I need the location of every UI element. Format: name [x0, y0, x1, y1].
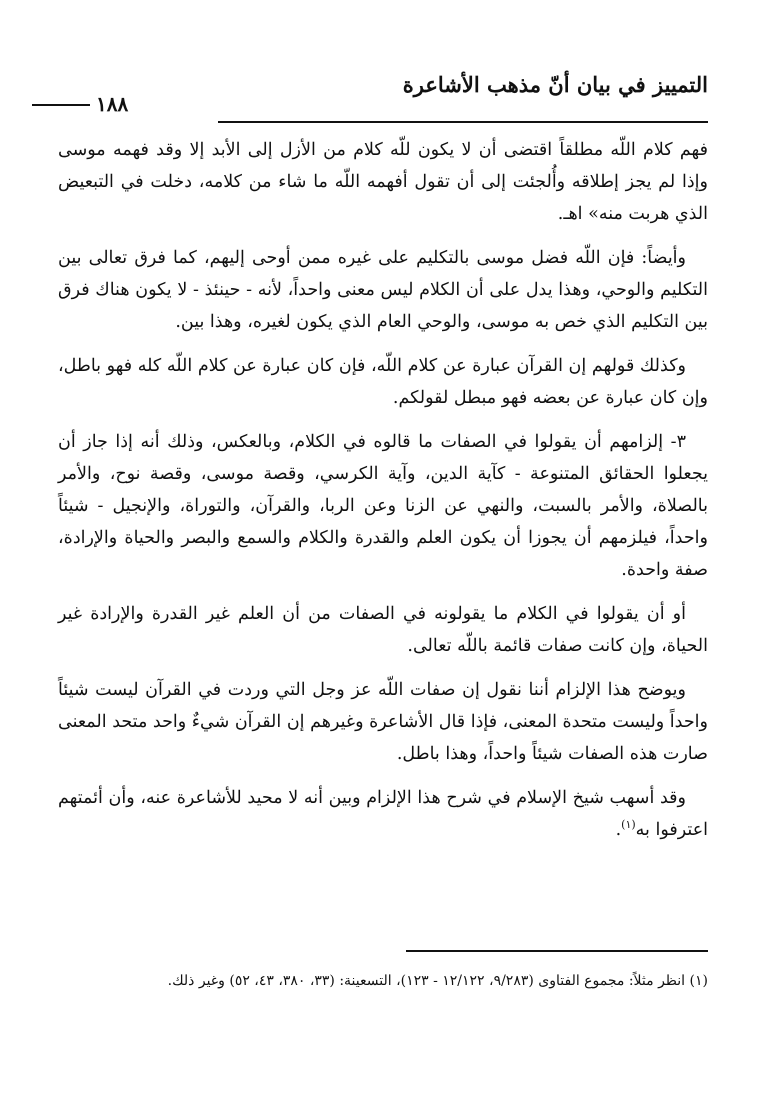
running-title: التمييز في بيان أنّ مذهب الأشاعرة — [402, 72, 708, 97]
paragraph-7-end: . — [615, 820, 622, 840]
page-number-dash — [32, 104, 90, 106]
page-number: ١٨٨ — [96, 92, 129, 116]
paragraph-7 — [58, 782, 708, 846]
paragraph-3: وكذلك قولهم إن القرآن عبارة عن كلام اللّه، فإن كان عبارة عن كلام اللّه كله فهو باطل، وإن كان عبارة عن بعضه فهو مبطل لقولكم. — [58, 356, 708, 408]
paragraph-4: ٣- إلزامهم أن يقولوا في الصفات ما قالوه في الكلام، وبالعكس، وذلك أنه إذا جاز أن يجعلوا الحقائق المتنوعة - كآية الدين، وآية الكرسي، وقصة موسى، وقصة نوح، والأمر بالصلاة، والأمر بالسبت، والنهي عن الزنا وعن الربا، والقرآن، والتوراة، والإنجيل - شيئاً واحداً، فيلزمهم أن يجوزا أن يكون العلم والقدرة والكلام والسمع والبصر والحياة والإرادة، صفة واحدة. — [58, 432, 708, 580]
body-text — [58, 134, 708, 858]
footnote-reference: (١) — [621, 818, 636, 832]
footnote-rule — [406, 950, 708, 952]
header-rule — [218, 121, 708, 123]
paragraph-2: وأيضاً: فإن اللّه فضل موسى بالتكليم على غيره ممن أوحى إليهم، كما فرق تعالى بين التكليم والوحي، وهذا يدل على أن الكلام ليس معنى واحداً، لأنه - حينئذ - لا يكون هناك فرق بين التكليم الذي خص به موسى، والوحي العام الذي يكون لغيره، وهذا بين. — [58, 248, 708, 332]
paragraph-7-text: وقد أسهب شيخ الإسلام في شرح هذا الإلزام وبين أنه لا محيد للأشاعرة عنه، وأن أئمتهم اعترفوا به — [58, 788, 708, 840]
paragraph-1: فهم كلام اللّه مطلقاً اقتضى أن لا يكون للّه كلام من الأزل إلى الأبد إلا وقد فهمه موسى وإذا لم يجز إطلاقه وأُلجئت إلى أن تقول أفهمه اللّه ما شاء من كلامه، دخلت في التبعيض الذي هربت منه» اهـ. — [58, 140, 708, 224]
paragraph-6: ويوضح هذا الإلزام أننا نقول إن صفات اللّه عز وجل التي وردت في القرآن ليست شيئاً واحداً وليست متحدة المعنى، فإذا قال الأشاعرة وغيرهم إن القرآن شيءٌ واحد متحد المعنى صارت هذه الصفات شيئاً واحداً، وهذا باطل. — [58, 680, 708, 764]
paragraph-5: أو أن يقولوا في الكلام ما يقولونه في الصفات من أن العلم غير القدرة والإرادة غير الحياة، وإن كانت صفات قائمة باللّه تعالى. — [58, 604, 708, 656]
footnote: (١) انظر مثلاً: مجموع الفتاوى (٩/٢٨٣، ١٢/١٢٢ - ١٢٣)، التسعينة: (٣٣، ٣٨٠، ٤٣، ٥٢) وغير ذلك. — [167, 973, 708, 989]
